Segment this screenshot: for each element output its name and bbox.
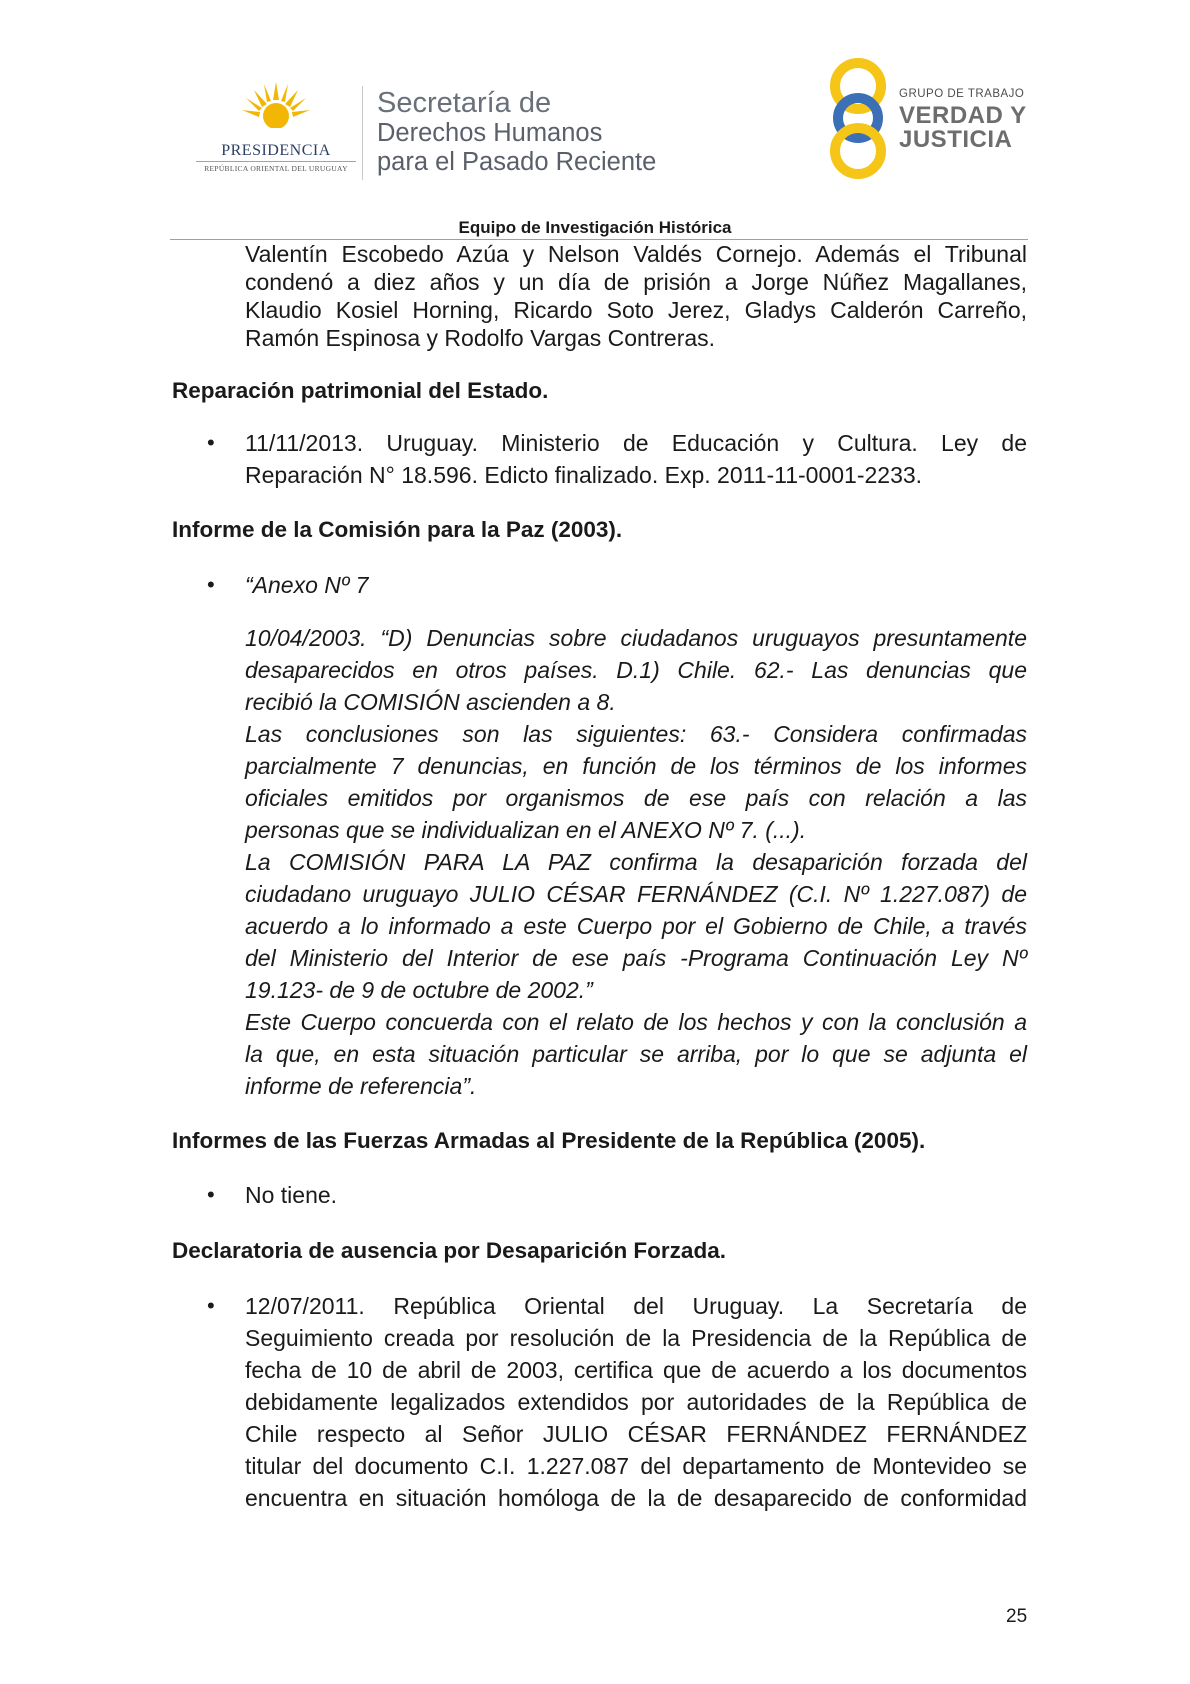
secretaria-line-1: Secretaría de	[377, 87, 552, 119]
verdad-title: VERDAD Y	[899, 102, 1027, 129]
comision-line-3: recibió la COMISIÓN ascienden a 8.	[245, 689, 616, 715]
anexo-label: “Anexo Nº 7	[245, 572, 369, 598]
comision-line-13: Este Cuerpo concuerda con el relato de los hechos y con la conclusión a	[245, 1009, 1027, 1035]
comision-line-10: acuerdo a lo informado a este Cuerpo por el Gobierno de Chile, a través	[245, 913, 1027, 939]
comision-line-9: ciudadano uruguayo JULIO CÉSAR FERNÁNDEZ (C.I. Nº 1.227.087) de	[245, 881, 1027, 907]
intro-line-3: Klaudio Kosiel Horning, Ricardo Soto Jerez, Gladys Calderón Carreño,	[245, 297, 1027, 323]
bullet-icon: •	[207, 572, 215, 597]
secretaria-line-3: para el Pasado Reciente	[377, 148, 657, 176]
comision-line-5: parcialmente 7 denuncias, en función de los términos de los informes	[245, 753, 1027, 779]
justicia-title: JUSTICIA	[899, 126, 1013, 153]
comision-line-15: informe de referencia”.	[245, 1073, 477, 1099]
section-heading-reparacion: Reparación patrimonial del Estado.	[172, 378, 549, 403]
declaratoria-line-6: titular del documento C.I. 1.227.087 del departamento de Montevideo se	[245, 1453, 1027, 1479]
secretaria-line-2: Derechos Humanos	[377, 119, 603, 147]
bullet-icon: •	[207, 1293, 215, 1318]
declaratoria-line-5: Chile respecto al Señor JULIO CÉSAR FERNÁNDEZ FERNÁNDEZ	[245, 1421, 1027, 1447]
bullet-icon: •	[207, 430, 215, 455]
comision-line-4: Las conclusiones son las siguientes: 63.- Considera confirmadas	[245, 721, 1027, 747]
comision-line-6: oficiales emitidos por organismos de ese país con relación a las	[245, 785, 1027, 811]
declaratoria-line-7: encuentra en situación homóloga de la de desaparecido de conformidad	[245, 1485, 1027, 1511]
intro-line-4: Ramón Espinosa y Rodolfo Vargas Contreras.	[245, 325, 716, 351]
presidencia-name: PRESIDENCIA	[221, 142, 331, 159]
declaratoria-line-2: Seguimiento creada por resolución de la Presidencia de la República de	[245, 1325, 1027, 1351]
declaratoria-line-4: debidamente legalizados extendidos por autoridades de la República de	[245, 1389, 1027, 1415]
team-header: Equipo de Investigación Histórica	[458, 218, 732, 237]
presidencia-subtitle: REPÚBLICA ORIENTAL DEL URUGUAY	[204, 164, 348, 173]
intro-line-2: condenó a diez años y un día de prisión a Jorge Núñez Magallanes,	[245, 269, 1027, 295]
section-heading-comision: Informe de la Comisión para la Paz (2003).	[172, 517, 623, 542]
section-heading-declaratoria: Declaratoria de ausencia por Desaparición Forzada.	[172, 1238, 726, 1263]
intro-line-1: Valentín Escobedo Azúa y Nelson Valdés Cornejo. Además el Tribunal	[245, 241, 1027, 267]
reparacion-line-2: Reparación N° 18.596. Edicto finalizado. Exp. 2011-11-0001-2233.	[245, 462, 923, 488]
comision-line-11: del Ministerio del Interior de ese país -Programa Continuación Ley Nº	[245, 945, 1027, 971]
comision-line-8: La COMISIÓN PARA LA PAZ confirma la desaparición forzada del	[245, 849, 1027, 875]
page-number: 25	[1006, 1606, 1028, 1627]
grupo-label: GRUPO DE TRABAJO	[899, 88, 1025, 100]
declaratoria-line-1: 12/07/2011. República Oriental del Uruguay. La Secretaría de	[245, 1293, 1027, 1319]
comision-line-2: desaparecidos en otros países. D.1) Chile. 62.- Las denuncias que	[245, 657, 1027, 683]
comision-line-12: 19.123- de 9 de octubre de 2002.”	[245, 977, 593, 1003]
section-heading-fuerzas-armadas: Informes de las Fuerzas Armadas al Presidente de la República (2005).	[172, 1128, 926, 1153]
comision-line-14: la que, en esta situación particular se arriba, por lo que se adjunta el	[245, 1041, 1027, 1067]
reparacion-line-1: 11/11/2013. Uruguay. Ministerio de Educación y Cultura. Ley de	[245, 430, 1027, 456]
comision-line-1: 10/04/2003. “D) Denuncias sobre ciudadanos uruguayos presuntamente	[245, 625, 1027, 651]
fuerzas-armadas-text: No tiene.	[245, 1182, 338, 1208]
comision-line-7: personas que se individualizan en el ANEXO Nº 7. (...).	[245, 817, 807, 843]
declaratoria-line-3: fecha de 10 de abril de 2003, certifica que de acuerdo a los documentos	[245, 1357, 1027, 1383]
bullet-icon: •	[207, 1182, 215, 1207]
